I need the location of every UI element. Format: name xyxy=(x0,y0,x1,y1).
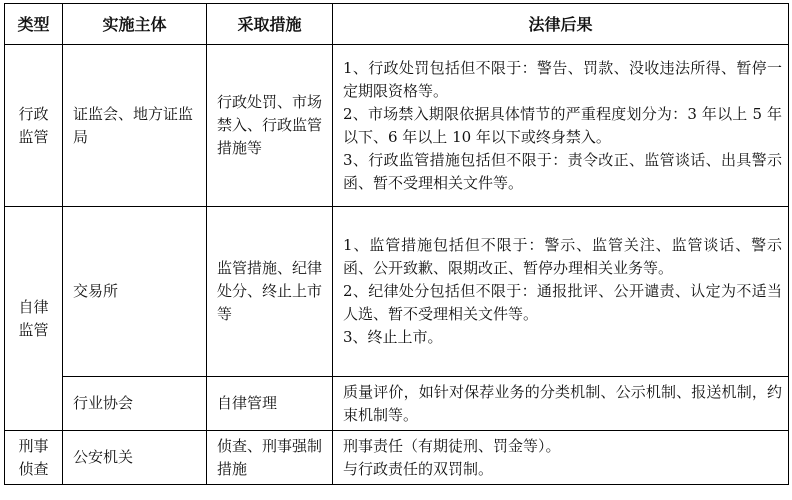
measures-cell xyxy=(207,377,333,431)
header-measures: 采取措施 xyxy=(207,4,333,45)
body-label: 交易所 xyxy=(73,282,119,300)
type-label: 行政 监管 xyxy=(18,104,49,146)
table-row xyxy=(5,207,789,377)
consequence-item: 2、市场禁入期限依据具体情节的严重程度划分为：3 年以上 5 年以下、6 年以上 10 年以下或终身禁入。 xyxy=(343,104,782,146)
measures-cell xyxy=(207,431,333,485)
legal-consequences-table xyxy=(4,3,789,485)
consequences-cell xyxy=(333,377,789,431)
body-label: 公安机关 xyxy=(73,448,134,466)
body-label: 证监会、地方证监局 xyxy=(73,104,194,146)
type-label: 自律 监管 xyxy=(18,297,49,339)
body-cell xyxy=(63,431,207,485)
consequence-item: 1、监管措施包括但不限于：警示、监管关注、监管谈话、警示函、公开致歉、限期改正、暂停办理相关业务等。 xyxy=(343,236,782,277)
measures-cell xyxy=(207,207,333,377)
type-cell xyxy=(5,431,63,485)
consequence-item: 3、行政监管措施包括但不限于：责令改正、监管谈话、出具警示函、暂不受理相关文件等。 xyxy=(343,150,782,192)
header-row xyxy=(5,4,789,45)
table-row xyxy=(5,431,789,485)
consequence-item: 质量评价，如针对保荐业务的分类机制、公示机制、报送机制，约束机制等。 xyxy=(343,382,782,424)
body-cell xyxy=(63,377,207,431)
measures-label: 自律管理 xyxy=(217,394,278,412)
table-row xyxy=(5,377,789,431)
body-cell xyxy=(63,45,207,207)
body-label: 行业协会 xyxy=(73,394,134,412)
table-row xyxy=(5,45,789,207)
type-label: 刑事 侦查 xyxy=(18,436,49,478)
header-type: 类型 xyxy=(5,4,63,45)
consequence-item: 3、终止上市。 xyxy=(343,328,443,346)
measures-cell xyxy=(207,45,333,207)
type-cell xyxy=(5,207,63,431)
consequences-cell xyxy=(333,207,789,377)
body-cell xyxy=(63,207,207,377)
header-consequences: 法律后果 xyxy=(333,4,789,45)
consequence-item: 1、行政处罚包括但不限于：警告、罚款、没收违法所得、暂停一定期限资格等。 xyxy=(343,58,782,100)
header-body: 实施主体 xyxy=(63,4,207,45)
consequence-item: 2、纪律处分包括但不限于：通报批评、公开谴责、认定为不适当人选、暂不受理相关文件等。 xyxy=(343,282,782,323)
measures-label: 侦查、刑事强制措施 xyxy=(217,436,323,478)
consequence-item: 刑事责任（有期徒刑、罚金等）。 xyxy=(343,436,561,455)
type-cell xyxy=(5,45,63,207)
measures-label: 监管措施、纪律处分、终止上市等 xyxy=(217,259,323,323)
consequence-item: 与行政责任的双罚制。 xyxy=(343,459,494,478)
consequences-cell xyxy=(333,45,789,207)
measures-label: 行政处罚、市场禁入、行政监管措施等 xyxy=(217,93,323,157)
consequences-cell xyxy=(333,431,789,485)
